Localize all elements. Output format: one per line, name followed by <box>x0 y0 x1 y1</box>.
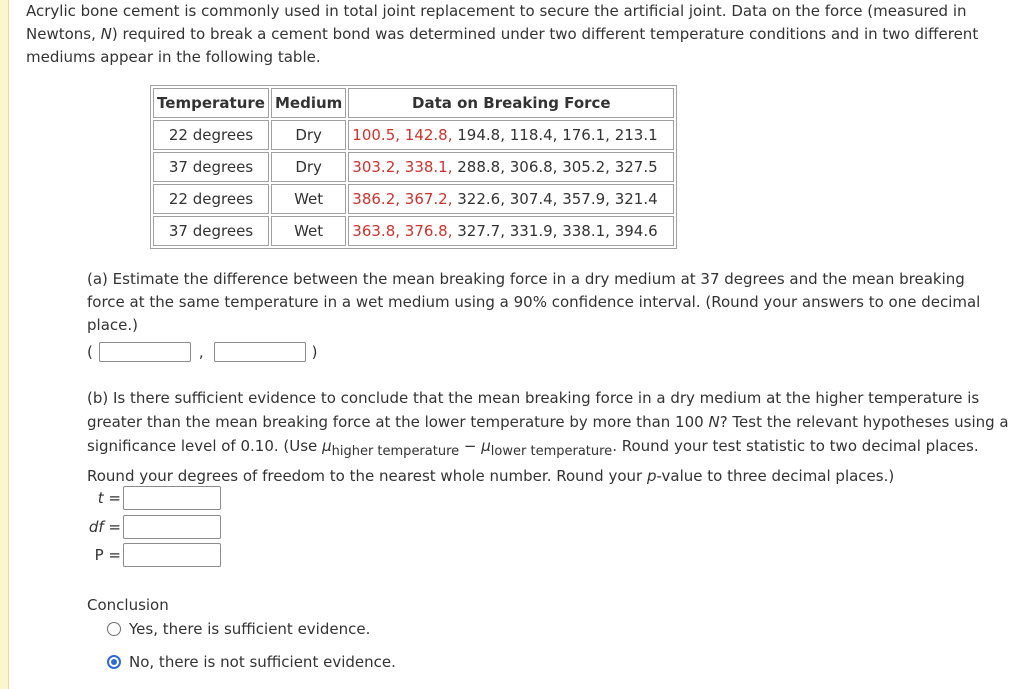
cell-temperature: 22 degrees <box>153 184 269 214</box>
cell-temperature: 37 degrees <box>153 152 269 182</box>
option-yes-label: Yes, there is sufficient evidence. <box>129 620 371 638</box>
t-statistic-input[interactable] <box>123 486 221 510</box>
ci-upper-input[interactable] <box>214 342 306 362</box>
header-temperature: Temperature <box>153 88 269 118</box>
part-b-question: (b) Is there sufficient evidence to conclude that the mean breaking force in a dry medium at the higher temperature is greater than the mean breaking force at the lower temperature by more than 100 N? Test the relevant hypotheses using a significance level of 0.10. (Use $\mu_{higher temperature} - \mu_{lower temperature}$. Round your test statistic to two decimal places. Round your degrees of freedom to the nearest whole number. Round your p-value to three decimal places.) <box>87 389 1009 485</box>
header-data: Data on Breaking Force <box>348 88 674 118</box>
cell-temperature: 22 degrees <box>153 120 269 150</box>
df-input[interactable] <box>123 515 221 539</box>
p-value-row <box>87 542 221 568</box>
breaking-force-table <box>150 85 677 249</box>
table-row <box>153 120 674 150</box>
cell-medium: Wet <box>271 216 346 246</box>
ci-lower-input[interactable] <box>99 342 191 362</box>
radio-no-selected[interactable] <box>107 655 121 669</box>
t-label: t = <box>97 489 121 507</box>
open-paren: ( <box>87 343 93 361</box>
conclusion-label: Conclusion <box>87 596 169 614</box>
table-row <box>153 184 674 214</box>
close-paren: ) <box>311 343 318 361</box>
cell-values: 100.5, 142.8, 194.8, 118.4, 176.1, 213.1 <box>348 120 674 150</box>
option-no[interactable] <box>107 653 396 671</box>
cell-values: 363.8, 376.8, 327.7, 331.9, 338.1, 394.6 <box>348 216 674 246</box>
t-statistic-row <box>87 485 221 511</box>
table-row <box>153 216 674 246</box>
part-a-question: (a) Estimate the difference between the mean breaking force in a dry medium at 37 degrees and the mean breaking force at the same temperature in a wet medium using a 90% confidence interval. (Round your answers to one decimal place.) <box>87 270 981 334</box>
p-label: P = <box>94 546 121 564</box>
radio-yes[interactable] <box>107 622 121 636</box>
option-no-label: No, there is not sufficient evidence. <box>129 653 396 671</box>
cell-medium: Dry <box>271 120 346 150</box>
cell-medium: Wet <box>271 184 346 214</box>
df-row <box>87 514 221 540</box>
cell-values: 386.2, 367.2, 322.6, 307.4, 357.9, 321.4 <box>348 184 674 214</box>
header-medium: Medium <box>271 88 346 118</box>
unit-n: N <box>100 25 112 43</box>
p-value-input[interactable] <box>123 543 221 567</box>
table-header-row <box>153 88 674 118</box>
problem-intro: Acrylic bone cement is commonly used in total joint replacement to secure the artificial joint. Data on the force (measured in Newtons, N) required to break a cement bond was determined under two different temperature conditions and in two different mediums appear in the following table. <box>26 2 979 66</box>
confidence-interval-row <box>87 340 318 364</box>
option-yes[interactable] <box>107 620 370 638</box>
df-label: df = <box>88 518 121 536</box>
left-margin-bar <box>0 0 9 689</box>
comma: , <box>198 343 204 361</box>
cell-temperature: 37 degrees <box>153 216 269 246</box>
cell-medium: Dry <box>271 152 346 182</box>
table-row <box>153 152 674 182</box>
cell-values: 303.2, 338.1, 288.8, 306.8, 305.2, 327.5 <box>348 152 674 182</box>
